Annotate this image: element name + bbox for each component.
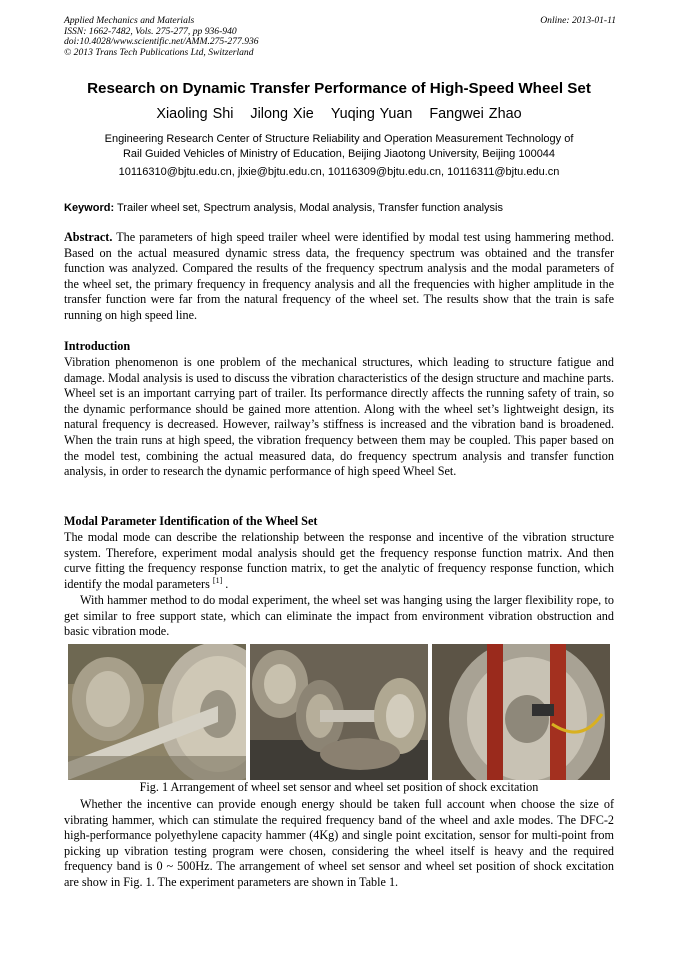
keyword-text: Trailer wheel set, Spectrum analysis, Modal analysis, Transfer function analysis: [116, 202, 503, 214]
author-name: Yuqing Yuan: [330, 106, 413, 122]
figure-photo-3: [432, 644, 610, 780]
journal-name: Applied Mechanics and Materials: [64, 15, 195, 26]
citation-ref: [1]: [212, 575, 223, 585]
issn: ISSN: 1662-7482, Vols. 275-277, pp 936-940: [64, 25, 237, 37]
figure-photo-1: [68, 644, 246, 780]
keywords: [64, 202, 624, 214]
figure-photo-2: [250, 644, 428, 780]
keyword-label: Keyword:: [64, 202, 115, 214]
affiliation-line: Rail Guided Vehicles of Ministry of Education, Beijing Jiaotong University, Beijing 100044: [122, 148, 556, 160]
closing-paragraph: Whether the incentive can provide enough energy should be taken full account when choose the size of vibrating hammer, which can stimulate the required frequency band of the wheel and axle modes. The DFC-2 high-performance polyethylene capacity hammer (4Kg) and single point excitation, sensor for multi-point from picking up vibration testing program were chosen, considering the wheel itself is heavy and the required frequency band is 0 ~ 500Hz. The arrangement of wheel set sensor and wheel set position of shock excitation are show in Fig. 1. The experiment parameters are shown in Table 1.: [64, 797, 614, 889]
author-name: Fangwei Zhao: [429, 106, 522, 122]
introduction-paragraph: Vibration phenomenon is one problem of the mechanical structures, which leading to structure fatigue and damage. Modal analysis is used to discuss the vibration characteristics of the design structure and machine parts. Wheel set is an important carrying part of trailer. Its performance directly affects the running safety of train, so the dynamic performance should be gained more attention. Along with the wheel set’s lightweight design, its natural frequency is decreased. However, railway’s stiffness is increased and the vibration band is broadened. When the train runs at high speed, the vibration frequency between them may be coupled. This paper based on the model test, combining the actual measured data, do frequency spectrum analysis and transfer function analysis, in order to research the dynamic performance of high speed Wheel Set.: [64, 355, 614, 479]
section-heading: Introduction: [64, 339, 131, 353]
paragraph-end: .: [225, 576, 229, 591]
paper-title: Research on Dynamic Transfer Performance of High-Speed Wheel Set: [87, 80, 591, 97]
abstract: [64, 230, 614, 324]
online-date: Online: 2013-01-11: [540, 15, 616, 26]
page-header: [64, 16, 616, 58]
section-heading: Modal Parameter Identification of the Wheel Set: [64, 514, 318, 528]
abstract-label: Abstract.: [64, 230, 113, 244]
modal-paragraph: With hammer method to do modal experiment, the wheel set was hanging using the larger flexibility rope, to get similar to free support state, which can eliminate the impact from environment vibration obstruction and basic vibration mode.: [64, 593, 614, 639]
affiliation-line: Engineering Research Center of Structure Reliability and Operation Measurement Technology of: [104, 133, 574, 145]
abstract-text: The parameters of high speed trailer wheel were identified by modal test using hammering method. Based on the actual measured dynamic stress data, the frequency spectrum was obtained and the transfer function was analyzed. Compared the results of the frequency spectrum analysis and the modal parameters of the wheel set, the primary frequency in frequency analysis and all the frequencies with higher amplitude in the transfer function were far from the natural frequency of the wheel set. The results show that the train is safe running on high speed line.: [64, 230, 614, 322]
author-list: [40, 106, 638, 122]
doi: doi:10.4028/www.scientific.net/AMM.275-277.936: [64, 36, 259, 48]
author-emails: 10116310@bjtu.edu.cn, jlxie@bjtu.edu.cn, 10116309@bjtu.edu.cn, 10116311@bjtu.edu.cn: [118, 166, 560, 178]
author-name: Jilong Xie: [250, 106, 314, 122]
author-name: Xiaoling Shi: [156, 106, 234, 122]
copyright: © 2013 Trans Tech Publications Ltd, Switzerland: [64, 46, 254, 58]
figure-caption: Fig. 1 Arrangement of wheel set sensor and wheel set position of shock excitation: [139, 780, 539, 794]
paragraph-text: The modal mode can describe the relationship between the response and incentive of the vibration structure system. Therefore, experiment modal analysis should get the frequency response function matrix. And then curve fitting the frequency response function matrix, to get the analytic of frequency response function, which identify the modal parameters: [64, 530, 614, 591]
modal-paragraph: [64, 530, 614, 592]
affiliation: [50, 132, 628, 162]
